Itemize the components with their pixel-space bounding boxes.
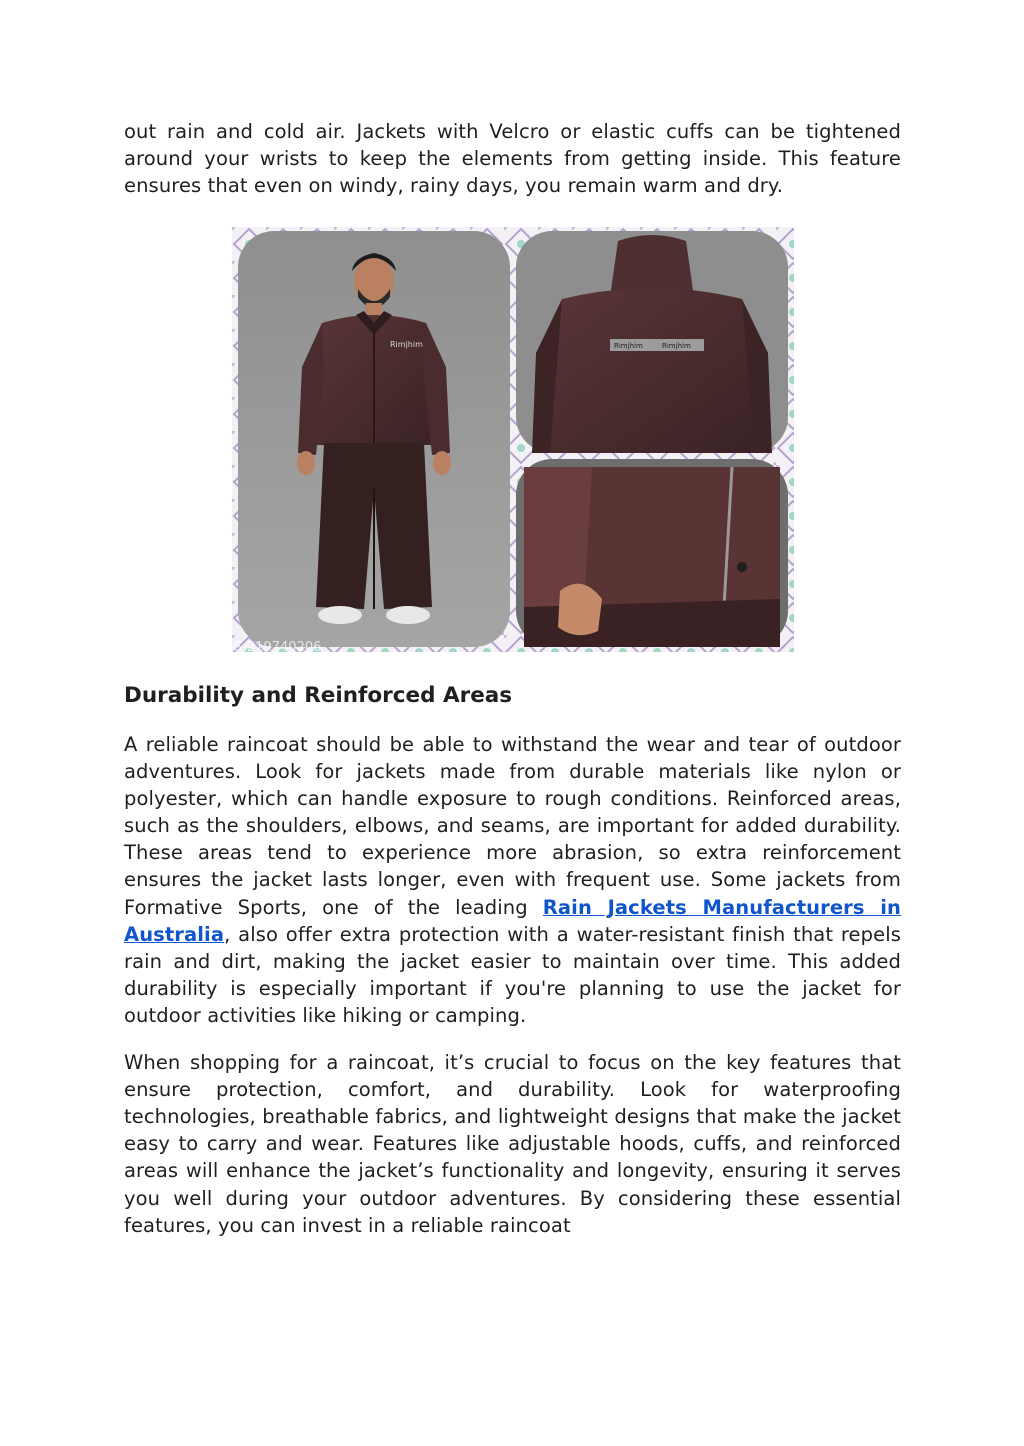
product-image-collage — [232, 227, 794, 652]
durability-text-end: , also offer extra protection with a water-resistant finish that repels rain and dirt, making the jacket easier to maintain over time. This added durability is especially important if you're planning to use the jacket for outdoor activities like hiking or camping. — [124, 922, 901, 1027]
section-heading: Durability and Reinforced Areas — [124, 683, 513, 708]
image-watermark: S-219740206 — [234, 640, 322, 652]
intro-paragraph: out rain and cold air. Jackets with Velcro or elastic cuffs can be tightened around your wrists to keep the elements from getting inside. This feature ensures that even on windy, rainy days, you remain warm and dry. — [124, 120, 901, 198]
durability-text-start: A reliable raincoat should be able to withstand the wear and tear of outdoor adventures. Look for jackets made from durable materials like nylon or polyester, which can handle exposure to rough conditions. Reinforced areas, such as the shoulders, elbows, and seams, are important for added durability. These areas tend to experience more abrasion, so extra reinforcement ensures the jacket lasts longer, even with frequent use. Some jackets from Formative Sports, one of the leading — [124, 733, 901, 919]
back-brand-label-right: Rimjhim — [662, 342, 691, 350]
chest-brand-label: Rimjhim — [390, 340, 423, 349]
summary-paragraph: When shopping for a raincoat, it’s crucial to focus on the key features that ensure protection, comfort, and durability. Look for waterproofing technologies, breathable fabrics, and lightweight designs that make the jacket easy to carry and wear. Features like adjustable hoods, cuffs, and reinforced areas will enhance the jacket’s functionality and longevity, ensuring it serves you well during your outdoor adventures. By considering these essential features, you can invest in a reliable raincoat — [124, 1051, 901, 1237]
back-brand-label-left: Rimjhim — [614, 342, 643, 350]
rain-jackets-manufacturers-link[interactable]: Rain Jackets Manufacturers in Australia — [124, 895, 901, 946]
intro-text-block — [124, 118, 901, 199]
section-body — [124, 731, 901, 1239]
raincoat-photo — [232, 227, 794, 652]
durability-paragraph — [124, 731, 901, 1029]
